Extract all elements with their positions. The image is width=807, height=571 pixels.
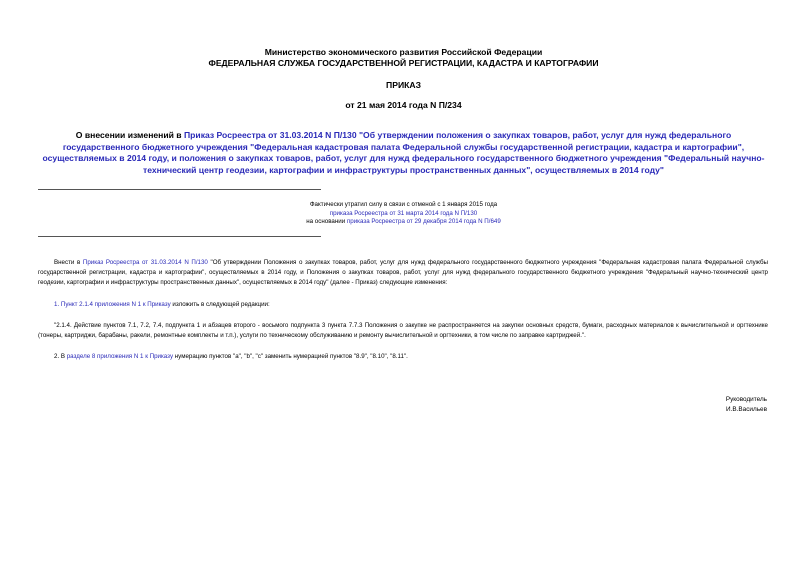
- paragraph-item-2: [38, 352, 768, 362]
- note-divider-bottom: [38, 236, 321, 237]
- signatory-name: И.В.Васильев: [726, 405, 767, 413]
- validity-note-line1: Фактически утратил силу в связи с отменой с 1 января 2015 года: [309, 201, 498, 208]
- p2-clause-link[interactable]: 1. Пункт 2.1.4 приложения N 1 к Приказу: [54, 301, 171, 308]
- p4-section-link[interactable]: разделе 8 приложения N 1 к Приказу: [66, 353, 174, 360]
- document-subject: [40, 130, 767, 176]
- validity-note: [240, 201, 567, 227]
- paragraph-item-1: [38, 300, 768, 310]
- validity-note-line3: [240, 218, 567, 227]
- document-date: от 21 мая 2014 года N П/234: [345, 100, 462, 110]
- validity-note-basis-link[interactable]: приказа Росреестра от 29 декабря 2014 года N П/649: [346, 218, 501, 226]
- subject-order-link[interactable]: Приказ Росреестра от 31.03.2014 N П/130 "Об утверждении положения о закупках товаров, работ, услуг для нужд федерального государственного бюджетного учреждения "Федеральная кадастровая палата Федеральной службы государственной регистрации, кадастра и картографии", осуществляемых в 2014 году, и положения о закупках товаров, работ, услуг для нужд федерального государственного бюджетного учреждения "Федеральный научно-технический центр геодезии, картографии и инфраструктуры пространственных данных", осуществляемых в 2014 году": [42, 130, 765, 175]
- service-name: ФЕДЕРАЛЬНАЯ СЛУЖБА ГОСУДАРСТВЕННОЙ РЕГИСТРАЦИИ, КАДАСТРА И КАРТОГРАФИИ: [208, 58, 599, 68]
- p4-text: нумерацию пунктов "a", "b", "c" заменить нумерацией пунктов "8.9", "8.10", "8.11".: [173, 353, 408, 360]
- paragraph-introduction: [38, 258, 768, 289]
- p1-order-link[interactable]: Приказ Росреестра от 31.03.2014 N П/130: [82, 259, 208, 266]
- note-divider-top: [38, 189, 321, 190]
- paragraph-clause-2-1-4: "2.1.4. Действие пунктов 7.1, 7.2, 7.4, подпункта 1 и абзацев второго - восьмого подпункта 3 пункта 7.7.3 Положения о закупке не распространяется на закупки основных средств, бумаги, расходных материалов к вычислительной и оргтехнике (тонеры, картриджи, барабаны, ракели, ремонтные комплекты и т.п.), услуги по техническому обслуживанию и ремонту вычислительной и оргтехники, в том числе по заправке картриджей.".: [38, 322, 768, 340]
- p4-prefix: 2. В: [54, 353, 67, 360]
- validity-note-order-link[interactable]: приказа Росреестра от 31 марта 2014 года N П/130: [329, 209, 478, 217]
- validity-note-basis: на основании: [306, 218, 347, 226]
- signature-block: [567, 395, 767, 414]
- p2-text: изложить в следующей редакции:: [170, 301, 270, 308]
- p1-text: "Об утверждении Положения о закупках товаров, работ, услуг для нужд федерального государственного бюджетного учреждения "Федеральная кадастровая палата Федеральной службы государственной регистрации, кадастра и картографии", осуществляемых в 2014 году, и Положения о закупках товаров, работ, услуг для нужд федерального государственного бюджетного учреждения "Федеральный научно-технический центр геодезии, картографии и инфраструктуры пространственных данных", осуществляемых в 2014 году" (далее - Приказ) следующие изменения:: [38, 259, 768, 287]
- p1-prefix: Внести в: [54, 259, 83, 266]
- ministry-name: Министерство экономического развития Российской Федерации: [264, 47, 543, 57]
- subject-prefix: О внесении изменений в: [75, 130, 184, 140]
- document-type: ПРИКАЗ: [386, 80, 421, 90]
- signatory-position: Руководитель: [725, 396, 767, 403]
